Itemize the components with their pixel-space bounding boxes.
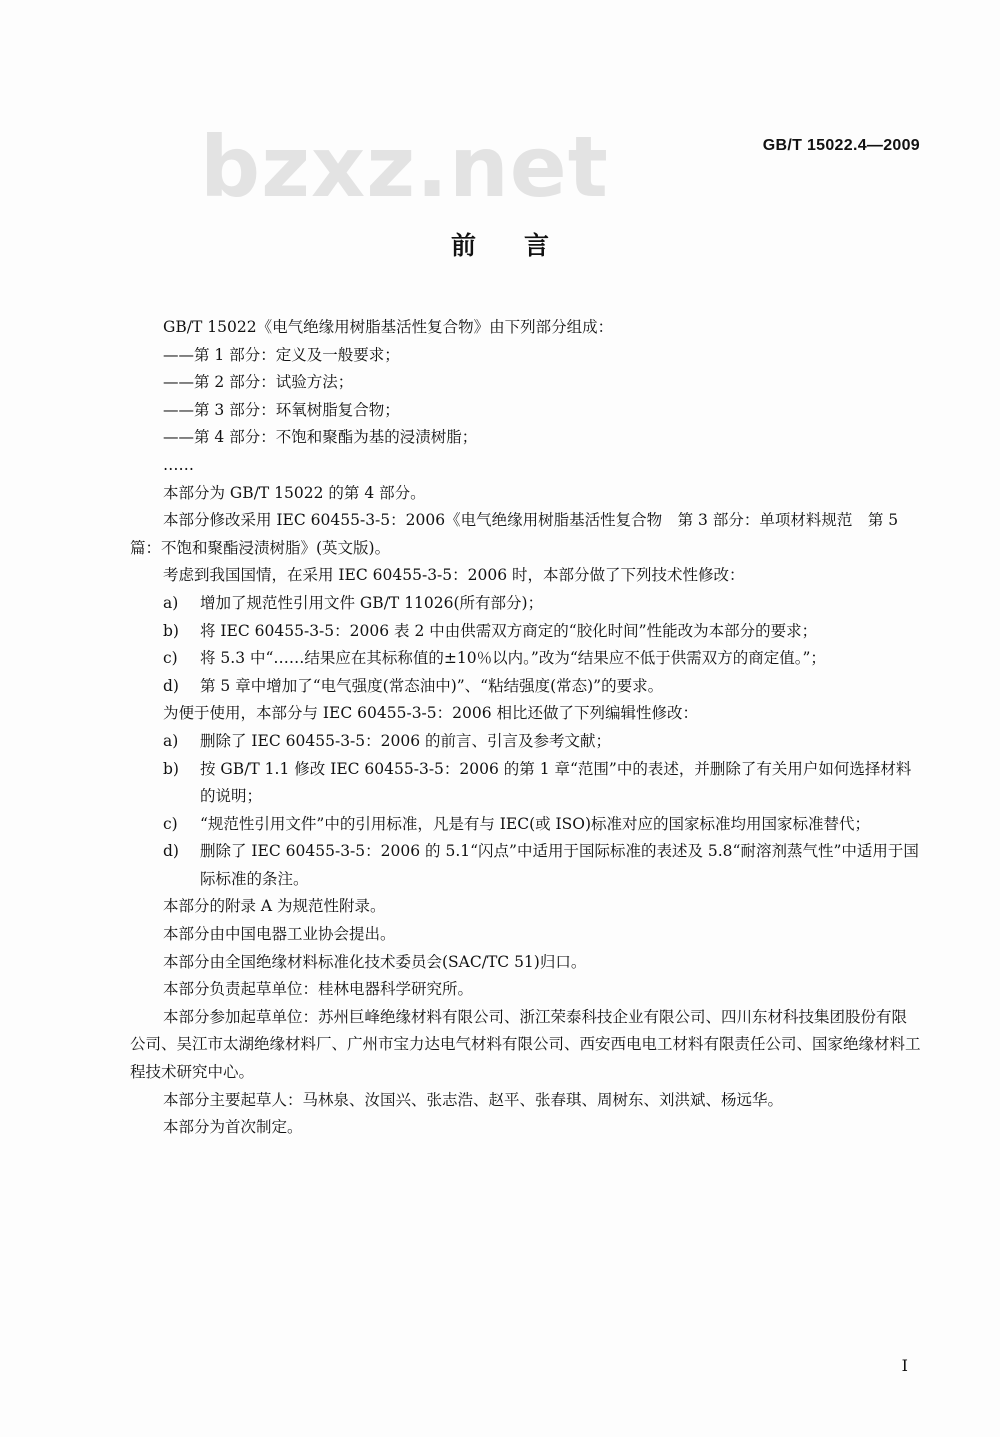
proposer-paragraph: 本部分由中国电器工业协会提出。	[163, 925, 396, 944]
list-item-text: 将 IEC 60455-3-5：2006 表 2 中由供需双方商定的“胶化时间”性能改为本部分的要求；	[200, 621, 818, 640]
first-issue-paragraph: 本部分为首次制定。	[163, 1118, 303, 1137]
main-drafters-paragraph: 本部分主要起草人：马林泉、汝国兴、张志浩、赵平、张春琪、周树东、刘洪斌、杨远华。	[163, 1090, 784, 1109]
foreword-body	[130, 314, 922, 1142]
annex-paragraph: 本部分的附录 A 为规范性附录。	[163, 897, 386, 916]
list-item	[130, 590, 922, 618]
part-list-item: ——第 3 部分：环氧树脂复合物；	[163, 400, 400, 419]
list-item-label: d)	[163, 842, 179, 861]
participating-units-paragraph: 本部分参加起草单位：苏州巨峰绝缘材料有限公司、浙江荣泰科技企业有限公司、四川东材科技集团股份有限公司、吴江市太湖绝缘材料厂、广州市宝力达电气材料有限公司、西安西电电工材料有限责任公司、国家绝缘材料工程技术研究中心。	[130, 1007, 921, 1082]
list-item	[130, 756, 922, 811]
lead-drafter-paragraph: 本部分负责起草单位：桂林电器科学研究所。	[163, 980, 474, 999]
list-item-label: a)	[163, 731, 179, 750]
list-item	[130, 618, 922, 646]
list-item	[130, 811, 922, 839]
list-item-label: c)	[163, 814, 178, 833]
intro-paragraph: GB/T 15022《电气绝缘用树脂基活性复合物》由下列部分组成：	[163, 318, 614, 336]
page-title: 前言	[450, 231, 597, 260]
list-item	[130, 673, 922, 701]
part-list-ellipsis: ……	[163, 455, 194, 474]
list-item-text: 删除了 IEC 60455-3-5：2006 的前言、引言及参考文献；	[200, 731, 612, 750]
standard-number: GB/T 15022.4—2009	[762, 137, 920, 154]
technical-changes-intro: 考虑到我国国情，在采用 IEC 60455-3-5：2006 时，本部分做了下列技术性修改：	[163, 566, 745, 585]
list-item-text: 第 5 章中增加了“电气强度(常态油中)”、“粘结强度(常态)”的要求。	[200, 676, 664, 695]
page-number: I	[901, 1356, 908, 1375]
this-part-paragraph: 本部分为 GB/T 15022 的第 4 部分。	[163, 483, 426, 502]
committee-paragraph: 本部分由全国绝缘材料标准化技术委员会(SAC/TC 51)归口。	[163, 952, 587, 971]
list-item-text: “规范性引用文件”中的引用标准，凡是有与 IEC(或 ISO)标准对应的国家标准均用国家标准替代；	[200, 814, 871, 833]
list-item-label: b)	[163, 621, 179, 640]
editorial-changes-intro: 为便于使用，本部分与 IEC 60455-3-5：2006 相比还做了下列编辑性修改：	[163, 704, 699, 723]
list-item-text: 按 GB/T 1.1 修改 IEC 60455-3-5：2006 的第 1 章“范围”中的表述，并删除了有关用户如何选择材料的说明；	[200, 759, 912, 806]
part-list-item: ——第 2 部分：试验方法；	[163, 373, 354, 392]
part-list-item: ——第 1 部分：定义及一般要求；	[163, 345, 400, 364]
list-item-label: b)	[163, 759, 179, 778]
list-item-label: c)	[163, 649, 178, 668]
list-item	[130, 645, 922, 673]
list-item	[130, 838, 922, 893]
part-list-item: ——第 4 部分：不饱和聚酯为基的浸渍树脂；	[163, 428, 478, 447]
list-item	[130, 728, 922, 756]
list-item-text: 删除了 IEC 60455-3-5：2006 的 5.1“闪点”中适用于国际标准的表述及 5.8“耐溶剂蒸气性”中适用于国际标准的条注。	[200, 842, 919, 888]
list-item-label: d)	[163, 676, 179, 695]
list-item-text: 将 5.3 中“……结果应在其标称值的±10％以内。”改为“结果应不低于供需双方的商定值。”；	[200, 649, 826, 668]
list-item-label: a)	[163, 593, 179, 612]
watermark: bzxz.net	[200, 118, 609, 216]
adoption-paragraph: 本部分修改采用 IEC 60455-3-5：2006《电气绝缘用树脂基活性复合物 第 3 部分：单项材料规范 第 5 篇：不饱和聚酯浸渍树脂》(英文版)。	[130, 511, 899, 557]
list-item-text: 增加了规范性引用文件 GB/T 11026(所有部分)；	[200, 593, 544, 612]
